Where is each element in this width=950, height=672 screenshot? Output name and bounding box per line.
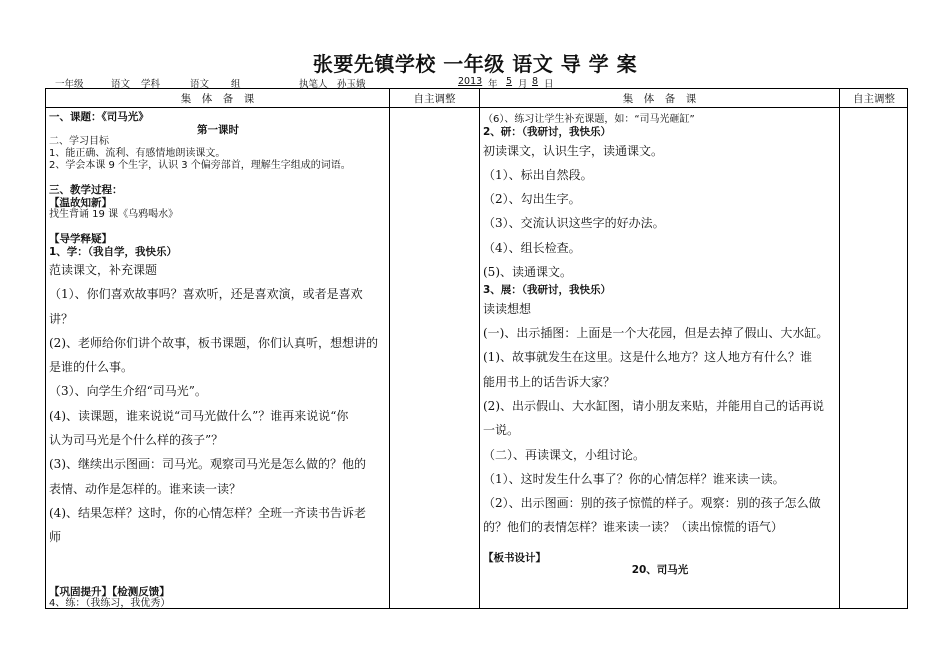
group-value: 语文 (190, 79, 210, 90)
text-line: 20、司马光 (631, 564, 689, 577)
text-line: 1、学：（我自学，我快乐） (49, 245, 178, 258)
header-meta (55, 76, 915, 88)
right-column-header: 集 体 备 课 (622, 93, 697, 105)
text-line: （2）、勾出生字。 (483, 192, 581, 207)
subject-value: 语文 (111, 79, 131, 90)
text-line: （6）、练习让学生补充课题，如：“司马光砸缸” (483, 114, 695, 125)
text-line: 【导学释疑】 (49, 233, 112, 245)
text-line: (1)、故事就发生在这里。这是什么地方？这人地方有什么？谁 (483, 350, 813, 365)
text-line: 一、课题：《司马光》 (49, 111, 149, 123)
left-column-header: 集 体 备 课 (180, 93, 255, 105)
text-line: 表情、动作是怎样的。谁来读一读？ (49, 481, 242, 496)
text-line: 一说。 (483, 423, 520, 438)
year-suffix: 年 (488, 79, 498, 90)
text-line: 读读想想 (483, 301, 532, 316)
right-lesson-content (483, 114, 837, 577)
text-line: （1）、标出自然段。 (483, 167, 593, 182)
text-line (49, 574, 387, 586)
text-line: 找生背诵 19 课《乌鸦喝水》 (49, 209, 179, 220)
text-line: (3)、继续出示图画：司马光。观察司马光是怎么做的？他的 (49, 457, 367, 472)
text-line: （3）、交流认识这些字的好办法。 (483, 216, 665, 231)
text-line: 3、展：（我研讨，我快乐） (483, 284, 612, 297)
text-line: （3）、向学生介绍“司马光”。 (49, 384, 207, 399)
text-line: (4)、结果怎样？这时，你的心情怎样？全班一齐读书告诉老 (49, 505, 367, 520)
text-line: 认为司马光是个什么样的孩子”？ (49, 433, 224, 448)
text-line: 师 (49, 530, 62, 545)
text-line: 的？他们的表情怎样？谁来读一读？（读出惊慌的语气） (483, 520, 784, 535)
text-line: （1）、这时发生什么事了？你的心情怎样？谁来读一读。 (483, 471, 785, 486)
text-line: （4）、组长检查。 (483, 240, 581, 255)
text-line: （二）、再读课文，小组讨论。 (483, 447, 646, 462)
text-line: 2、学会本课 9 个生字，认识 3 个偏旁部首，理解生字组成的词语。 (49, 160, 351, 171)
text-line (49, 172, 387, 184)
year-value: 2013 (458, 76, 483, 87)
left-lesson-content (49, 111, 387, 610)
text-line: 【温故知新】 (49, 196, 112, 209)
subject-suffix: 学科 (141, 79, 161, 90)
text-line: （2）、出示图画：别的孩子惊慌的样子。观察：别的孩子怎么做 (483, 496, 821, 511)
text-line: (一)、出示插图：上面是一个大花园，但是去掉了假山、大水缸。 (483, 326, 829, 341)
lesson-plan-table (45, 88, 908, 609)
text-line: 【板书设计】 (483, 551, 546, 564)
text-line (49, 221, 387, 233)
text-line: 第一课时 (197, 123, 239, 136)
group-suffix: 组 (231, 79, 241, 90)
text-line: 讲？ (49, 311, 74, 326)
left-adjust-header: 自主调整 (413, 93, 456, 105)
day-value: 8 (532, 76, 539, 87)
text-line: 能用书上的话告诉大家？ (483, 374, 616, 389)
text-line: 2、研：（我研讨，我快乐） (483, 126, 612, 138)
right-adjust-header: 自主调整 (853, 93, 895, 105)
text-line: 二、学习目标 (49, 136, 109, 147)
text-line: (5)、读通课文。 (483, 264, 572, 279)
text-line: (2)、老师给你们讲个故事，板书课题，你们认真听，想想讲的 (49, 335, 379, 350)
month-suffix: 月 (518, 79, 528, 90)
text-line: 初读课文，认识生字，读通课文。 (483, 143, 664, 158)
text-line: (2)、出示假山、大水缸图，请小朋友来贴，并能用自己的话再说 (483, 398, 825, 413)
text-line (49, 550, 387, 574)
day-suffix: 日 (544, 79, 554, 90)
text-line: （1）、你们喜欢故事吗？喜欢听，还是喜欢演，或者是喜欢 (49, 287, 363, 302)
text-line: 是谁的什么事。 (49, 360, 134, 375)
text-line: 【巩固提升】【检测反馈】 (49, 585, 170, 598)
text-line: 三、教学过程： (49, 184, 123, 196)
text-line: 1、能正确、流利、有感情地朗读课文。 (49, 148, 226, 159)
author-value: 孙玉娥 (337, 79, 366, 90)
grade-value: 一年级 (55, 79, 84, 90)
page-title: 张要先镇学校 一年级 语文 导 学 案 (312, 52, 638, 76)
month-value: 5 (506, 76, 513, 87)
text-line: (4)、读课题，谁来说说“司马光做什么”？谁再来说说“你 (49, 408, 349, 423)
author-label: 执笔人 (299, 79, 328, 90)
text-line (483, 540, 837, 552)
text-line: 4、练：（我练习，我优秀） (49, 598, 171, 610)
text-line: 范读课文，补充课题 (49, 263, 158, 277)
